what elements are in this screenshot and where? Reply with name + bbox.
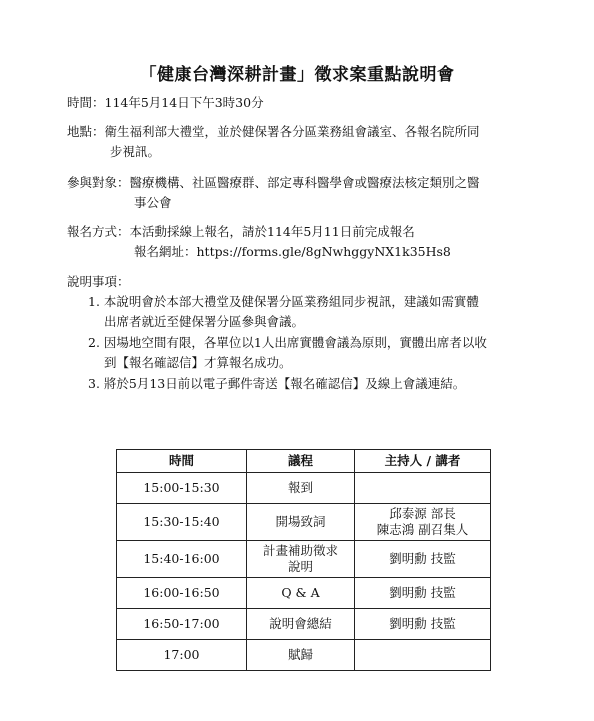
table-row [117,609,491,640]
note-1-line-1: 1. 本說明會於本部大禮堂及健保署分區業務組同步視訊，建議如需實體 [88,294,479,309]
document-title: 「健康台灣深耕計畫」徵求案重點說明會 [139,65,455,85]
location-line-2: 步視訊。 [110,144,161,159]
cell-time: 15:40-16:00 [117,541,247,578]
cell-time: 16:50-17:00 [117,609,247,640]
table-row [117,473,491,504]
header-agenda: 議程 [247,450,355,473]
cell-agenda: 開場致詞 [247,504,355,541]
cell-time: 15:00-15:30 [117,473,247,504]
host-line-1: 邱泰源 部長 [389,506,456,521]
cell-agenda: 賦歸 [247,640,355,671]
note-1-line-2: 出席者就近至健保署分區參與會議。 [104,314,305,329]
cell-host: 劉明勳 技監 [355,578,491,609]
table-row [117,578,491,609]
time-line: 時間：114年5月14日下午3時30分 [67,95,264,110]
note-2-line-2: 到【報名確認信】才算報名成功。 [104,355,292,370]
participants-line-1: 參與對象：醫療機構、社區醫療群、部定專科醫學會或醫療法核定類別之醫 [67,175,480,190]
host-line-2: 陳志鴻 副召集人 [376,522,469,537]
cell-host: 劉明勳 技監 [355,609,491,640]
cell-agenda: Q & A [247,578,355,609]
agenda-line-1: 計畫補助徵求 [262,543,338,558]
table-row [117,541,491,578]
header-time: 時間 [117,450,247,473]
registration-line-1: 報名方式：本活動採線上報名，請於114年5月11日前完成報名 [67,224,415,239]
cell-host [355,473,491,504]
table-row [117,504,491,541]
cell-host: 劉明勳 技監 [355,541,491,578]
agenda-header-row [117,450,491,473]
cell-host [355,640,491,671]
registration-url-line: 報名網址：https://forms.gle/8gNwhggyNX1k35Hs8 [134,244,451,259]
note-3-line-1: 3. 將於5月13日前以電子郵件寄送【報名確認信】及線上會議連結。 [88,376,466,391]
cell-agenda [247,541,355,578]
agenda-line-2: 說明 [287,559,313,574]
participants-line-2: 事公會 [134,195,172,210]
cell-time: 17:00 [117,640,247,671]
notes-heading: 說明事項： [67,274,130,289]
cell-time: 16:00-16:50 [117,578,247,609]
location-line-1: 地點：衛生福利部大禮堂，並於健保署各分區業務組會議室、各報名院所同 [67,124,480,139]
cell-agenda: 報到 [247,473,355,504]
table-row [117,640,491,671]
agenda-table [116,449,491,671]
header-host: 主持人 / 講者 [355,450,491,473]
cell-host [355,504,491,541]
cell-agenda: 說明會總結 [247,609,355,640]
note-2-line-1: 2. 因場地空間有限，各單位以1人出席實體會議為原則，實體出席者以收 [88,335,487,350]
cell-time: 15:30-15:40 [117,504,247,541]
